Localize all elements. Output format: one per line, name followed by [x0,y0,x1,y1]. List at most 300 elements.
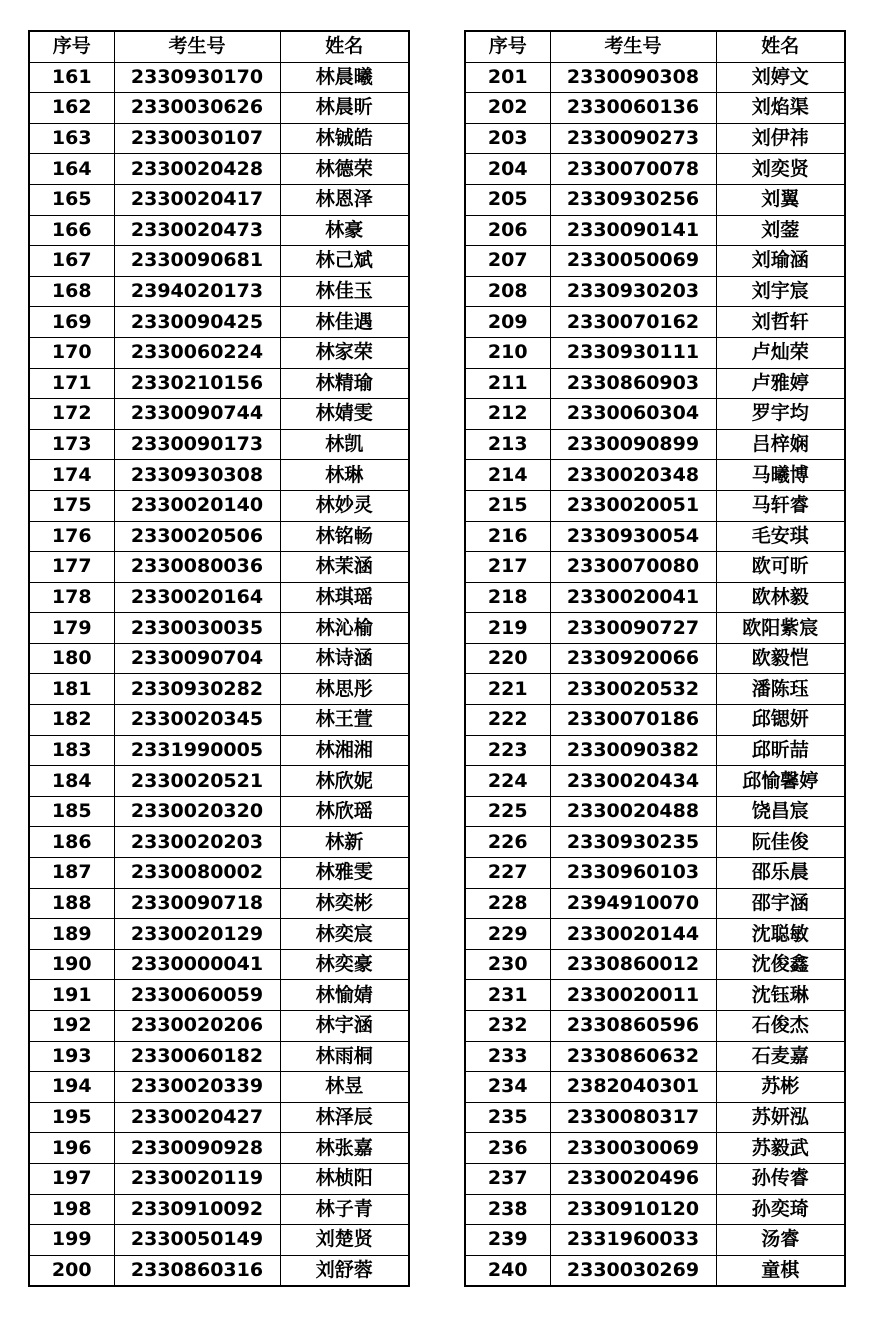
cell-name: 林晨曦 [280,62,409,93]
cell-exam-id: 2330050149 [114,1225,280,1256]
cell-exam-id: 2330030035 [114,613,280,644]
table-row [29,368,409,399]
header-exam-id: 考生号 [114,31,280,62]
cell-seq: 182 [29,705,114,736]
cell-seq: 238 [465,1194,550,1225]
table-row [29,276,409,307]
cell-exam-id: 2394020173 [114,276,280,307]
table-row [29,796,409,827]
table-row [465,858,845,889]
cell-seq: 226 [465,827,550,858]
cell-name: 刘瑜涵 [716,246,845,277]
cell-seq: 175 [29,490,114,521]
table-row [465,521,845,552]
cell-exam-id: 2330020129 [114,919,280,950]
cell-seq: 165 [29,184,114,215]
cell-exam-id: 2330020339 [114,1072,280,1103]
table-row [465,582,845,613]
cell-seq: 181 [29,674,114,705]
cell-seq: 232 [465,1011,550,1042]
cell-name: 林泽辰 [280,1102,409,1133]
cell-exam-id: 2330930235 [550,827,716,858]
cell-name: 林奕彬 [280,888,409,919]
table-row [29,429,409,460]
cell-exam-id: 2330090718 [114,888,280,919]
cell-seq: 195 [29,1102,114,1133]
table-row [29,980,409,1011]
cell-seq: 199 [29,1225,114,1256]
header-name: 姓名 [280,31,409,62]
cell-seq: 215 [465,490,550,521]
cell-exam-id: 2330910120 [550,1194,716,1225]
cell-name: 孙传睿 [716,1163,845,1194]
cell-exam-id: 2330020011 [550,980,716,1011]
cell-seq: 177 [29,552,114,583]
header-exam-id: 考生号 [550,31,716,62]
cell-seq: 203 [465,123,550,154]
table-row [29,215,409,246]
cell-name: 刘婷文 [716,62,845,93]
table-row [465,643,845,674]
cell-name: 林子青 [280,1194,409,1225]
cell-seq: 216 [465,521,550,552]
cell-seq: 231 [465,980,550,1011]
table-row [29,490,409,521]
table-row [29,1163,409,1194]
table-body-left [29,62,409,1286]
cell-seq: 220 [465,643,550,674]
cell-name: 林德荣 [280,154,409,185]
cell-name: 欧毅恺 [716,643,845,674]
cell-name: 林恩泽 [280,184,409,215]
cell-seq: 180 [29,643,114,674]
cell-seq: 229 [465,919,550,950]
cell-name: 林欣瑶 [280,796,409,827]
cell-name: 汤睿 [716,1225,845,1256]
table-row [29,123,409,154]
table-row [465,796,845,827]
cell-exam-id: 2330020417 [114,184,280,215]
cell-exam-id: 2330080036 [114,552,280,583]
cell-seq: 227 [465,858,550,889]
cell-exam-id: 2330020345 [114,705,280,736]
cell-exam-id: 2330860632 [550,1041,716,1072]
cell-name: 林佳遇 [280,307,409,338]
cell-seq: 206 [465,215,550,246]
cell-name: 邱愉馨婷 [716,766,845,797]
cell-exam-id: 2330060224 [114,337,280,368]
cell-exam-id: 2330930256 [550,184,716,215]
cell-seq: 204 [465,154,550,185]
table-row [465,1072,845,1103]
table-row [29,399,409,430]
cell-seq: 236 [465,1133,550,1164]
table-row [29,1011,409,1042]
table-row [465,1011,845,1042]
cell-name: 林婧雯 [280,399,409,430]
cell-name: 毛安琪 [716,521,845,552]
cell-exam-id: 2330020164 [114,582,280,613]
table-row [465,980,845,1011]
table-row [465,888,845,919]
cell-exam-id: 2330020144 [550,919,716,950]
cell-exam-id: 2330930203 [550,276,716,307]
cell-name: 邵宇涵 [716,888,845,919]
cell-exam-id: 2330060182 [114,1041,280,1072]
cell-seq: 187 [29,858,114,889]
table-row [29,858,409,889]
cell-exam-id: 2330090928 [114,1133,280,1164]
cell-name: 沈聪敏 [716,919,845,950]
cell-seq: 178 [29,582,114,613]
cell-name: 童棋 [716,1255,845,1286]
cell-exam-id: 2330050069 [550,246,716,277]
table-row [465,1102,845,1133]
cell-name: 林铖皓 [280,123,409,154]
table-row [29,705,409,736]
table-row [465,1163,845,1194]
table-row [29,582,409,613]
cell-name: 林王萱 [280,705,409,736]
table-row [29,735,409,766]
cell-exam-id: 2330030626 [114,93,280,124]
cell-seq: 218 [465,582,550,613]
cell-name: 林雅雯 [280,858,409,889]
table-row [465,766,845,797]
cell-seq: 239 [465,1225,550,1256]
cell-exam-id: 2330210156 [114,368,280,399]
table-row [29,674,409,705]
cell-exam-id: 2330930282 [114,674,280,705]
table-row [465,337,845,368]
cell-name: 林铭畅 [280,521,409,552]
cell-seq: 222 [465,705,550,736]
table-row [465,1255,845,1286]
cell-exam-id: 2330860316 [114,1255,280,1286]
header-row [465,31,845,62]
table-row [29,1255,409,1286]
cell-seq: 240 [465,1255,550,1286]
cell-name: 林凯 [280,429,409,460]
cell-seq: 167 [29,246,114,277]
cell-name: 林思彤 [280,674,409,705]
cell-exam-id: 2330030107 [114,123,280,154]
table-row [465,307,845,338]
cell-name: 沈钰琳 [716,980,845,1011]
cell-seq: 196 [29,1133,114,1164]
table-row [465,827,845,858]
cell-seq: 162 [29,93,114,124]
cell-exam-id: 2330860903 [550,368,716,399]
cell-name: 林妙灵 [280,490,409,521]
cell-name: 林茉涵 [280,552,409,583]
cell-seq: 213 [465,429,550,460]
table-row [29,613,409,644]
table-row [29,154,409,185]
cell-exam-id: 2330090681 [114,246,280,277]
cell-exam-id: 2330060059 [114,980,280,1011]
table-row [29,1102,409,1133]
cell-seq: 224 [465,766,550,797]
table-row [465,705,845,736]
cell-exam-id: 2330090382 [550,735,716,766]
cell-exam-id: 2330020496 [550,1163,716,1194]
cell-seq: 191 [29,980,114,1011]
cell-exam-id: 2330020427 [114,1102,280,1133]
cell-name: 邵乐晨 [716,858,845,889]
cell-seq: 202 [465,93,550,124]
cell-name: 卢灿荣 [716,337,845,368]
cell-seq: 214 [465,460,550,491]
cell-exam-id: 2330020348 [550,460,716,491]
cell-name: 林家荣 [280,337,409,368]
table-row [465,429,845,460]
cell-name: 马轩睿 [716,490,845,521]
table-row [29,521,409,552]
table-row [29,460,409,491]
cell-exam-id: 2330020428 [114,154,280,185]
table-row [29,1225,409,1256]
cell-seq: 225 [465,796,550,827]
header-row [29,31,409,62]
cell-seq: 193 [29,1041,114,1072]
cell-seq: 184 [29,766,114,797]
cell-exam-id: 2330090704 [114,643,280,674]
cell-seq: 161 [29,62,114,93]
table-row [29,919,409,950]
cell-seq: 237 [465,1163,550,1194]
cell-exam-id: 2382040301 [550,1072,716,1103]
cell-seq: 171 [29,368,114,399]
header-name: 姓名 [716,31,845,62]
table-row [29,62,409,93]
table-row [465,613,845,644]
cell-seq: 183 [29,735,114,766]
table-row [465,735,845,766]
cell-exam-id: 2330030269 [550,1255,716,1286]
cell-exam-id: 2330920066 [550,643,716,674]
cell-seq: 219 [465,613,550,644]
cell-exam-id: 2330090727 [550,613,716,644]
table-row [465,919,845,950]
cell-name: 饶昌宸 [716,796,845,827]
cell-name: 林雨桐 [280,1041,409,1072]
cell-exam-id: 2330080002 [114,858,280,889]
cell-seq: 201 [465,62,550,93]
cell-seq: 208 [465,276,550,307]
cell-seq: 192 [29,1011,114,1042]
cell-seq: 169 [29,307,114,338]
cell-name: 刘舒蓉 [280,1255,409,1286]
cell-name: 邱昕喆 [716,735,845,766]
cell-exam-id: 2330030069 [550,1133,716,1164]
cell-seq: 166 [29,215,114,246]
cell-seq: 190 [29,949,114,980]
cell-exam-id: 2330090308 [550,62,716,93]
cell-exam-id: 2330090425 [114,307,280,338]
cell-name: 罗宇均 [716,399,845,430]
cell-name: 林晨昕 [280,93,409,124]
cell-exam-id: 2330930111 [550,337,716,368]
cell-exam-id: 2330070186 [550,705,716,736]
cell-seq: 179 [29,613,114,644]
table-row [29,643,409,674]
cell-name: 林湘湘 [280,735,409,766]
cell-exam-id: 2330930170 [114,62,280,93]
cell-exam-id: 2330090273 [550,123,716,154]
table-body-right [465,62,845,1286]
cell-name: 邱锶妍 [716,705,845,736]
cell-name: 欧阳紫宸 [716,613,845,644]
cell-exam-id: 2330910092 [114,1194,280,1225]
cell-seq: 235 [465,1102,550,1133]
cell-name: 林佳玉 [280,276,409,307]
cell-exam-id: 2330090141 [550,215,716,246]
table-row [465,949,845,980]
cell-name: 刘哲轩 [716,307,845,338]
cell-exam-id: 2330020119 [114,1163,280,1194]
table-row [465,276,845,307]
cell-seq: 164 [29,154,114,185]
cell-exam-id: 2330020488 [550,796,716,827]
cell-name: 林沁榆 [280,613,409,644]
table-row [29,184,409,215]
cell-name: 刘伊祎 [716,123,845,154]
table-row [465,215,845,246]
table-row [29,337,409,368]
table-row [29,246,409,277]
cell-name: 林宇涵 [280,1011,409,1042]
cell-exam-id: 2330020320 [114,796,280,827]
cell-name: 刘焰渠 [716,93,845,124]
table-row [29,949,409,980]
cell-name: 欧林毅 [716,582,845,613]
cell-exam-id: 2330060136 [550,93,716,124]
cell-seq: 197 [29,1163,114,1194]
table-row [465,93,845,124]
table-row [29,1133,409,1164]
table-row [465,1041,845,1072]
table-row [29,93,409,124]
cell-exam-id: 2330020434 [550,766,716,797]
cell-name: 苏毅武 [716,1133,845,1164]
cell-name: 刘奕贤 [716,154,845,185]
cell-seq: 207 [465,246,550,277]
cell-name: 林张嘉 [280,1133,409,1164]
cell-name: 吕梓娴 [716,429,845,460]
cell-seq: 168 [29,276,114,307]
cell-exam-id: 2330020521 [114,766,280,797]
table-row [465,460,845,491]
cell-exam-id: 2330000041 [114,949,280,980]
cell-exam-id: 2330020506 [114,521,280,552]
cell-seq: 174 [29,460,114,491]
cell-seq: 209 [465,307,550,338]
table-row [29,307,409,338]
cell-seq: 189 [29,919,114,950]
cell-seq: 228 [465,888,550,919]
table-row [465,123,845,154]
cell-seq: 234 [465,1072,550,1103]
cell-name: 阮佳俊 [716,827,845,858]
cell-name: 林精瑜 [280,368,409,399]
cell-exam-id: 2330090899 [550,429,716,460]
cell-seq: 217 [465,552,550,583]
cell-seq: 233 [465,1041,550,1072]
cell-seq: 188 [29,888,114,919]
cell-seq: 205 [465,184,550,215]
table-row [29,1041,409,1072]
cell-exam-id: 2330020041 [550,582,716,613]
cell-seq: 170 [29,337,114,368]
cell-exam-id: 2330070080 [550,552,716,583]
cell-name: 潘陈珏 [716,674,845,705]
cell-name: 卢雅婷 [716,368,845,399]
cell-name: 林己斌 [280,246,409,277]
cell-name: 石俊杰 [716,1011,845,1042]
table-row [465,368,845,399]
cell-name: 孙奕琦 [716,1194,845,1225]
cell-exam-id: 2394910070 [550,888,716,919]
cell-exam-id: 2330070078 [550,154,716,185]
cell-name: 刘翼 [716,184,845,215]
table-row [465,674,845,705]
cell-exam-id: 2330930054 [550,521,716,552]
cell-exam-id: 2331960033 [550,1225,716,1256]
cell-name: 林新 [280,827,409,858]
cell-seq: 221 [465,674,550,705]
cell-name: 刘楚贤 [280,1225,409,1256]
cell-exam-id: 2330020140 [114,490,280,521]
cell-name: 林昱 [280,1072,409,1103]
table-row [29,1194,409,1225]
table-row [29,888,409,919]
cell-seq: 185 [29,796,114,827]
cell-name: 林奕宸 [280,919,409,950]
cell-seq: 223 [465,735,550,766]
table-row [29,1072,409,1103]
cell-seq: 172 [29,399,114,430]
cell-name: 沈俊鑫 [716,949,845,980]
cell-name: 林琪瑶 [280,582,409,613]
cell-exam-id: 2330860012 [550,949,716,980]
cell-seq: 173 [29,429,114,460]
cell-name: 林诗涵 [280,643,409,674]
cell-seq: 210 [465,337,550,368]
cell-name: 马曦博 [716,460,845,491]
cell-exam-id: 2330960103 [550,858,716,889]
cell-seq: 200 [29,1255,114,1286]
table-row [29,827,409,858]
cell-seq: 230 [465,949,550,980]
cell-seq: 176 [29,521,114,552]
table-row [465,154,845,185]
cell-name: 石麦嘉 [716,1041,845,1072]
cell-name: 林欣妮 [280,766,409,797]
cell-name: 刘宇宸 [716,276,845,307]
cell-exam-id: 2330930308 [114,460,280,491]
table-row [465,552,845,583]
cell-name: 欧可昕 [716,552,845,583]
table-row [29,766,409,797]
cell-name: 林琳 [280,460,409,491]
header-seq: 序号 [465,31,550,62]
table-row [465,184,845,215]
cell-exam-id: 2330020532 [550,674,716,705]
cell-exam-id: 2330060304 [550,399,716,430]
cell-exam-id: 2330860596 [550,1011,716,1042]
cell-name: 林奕豪 [280,949,409,980]
